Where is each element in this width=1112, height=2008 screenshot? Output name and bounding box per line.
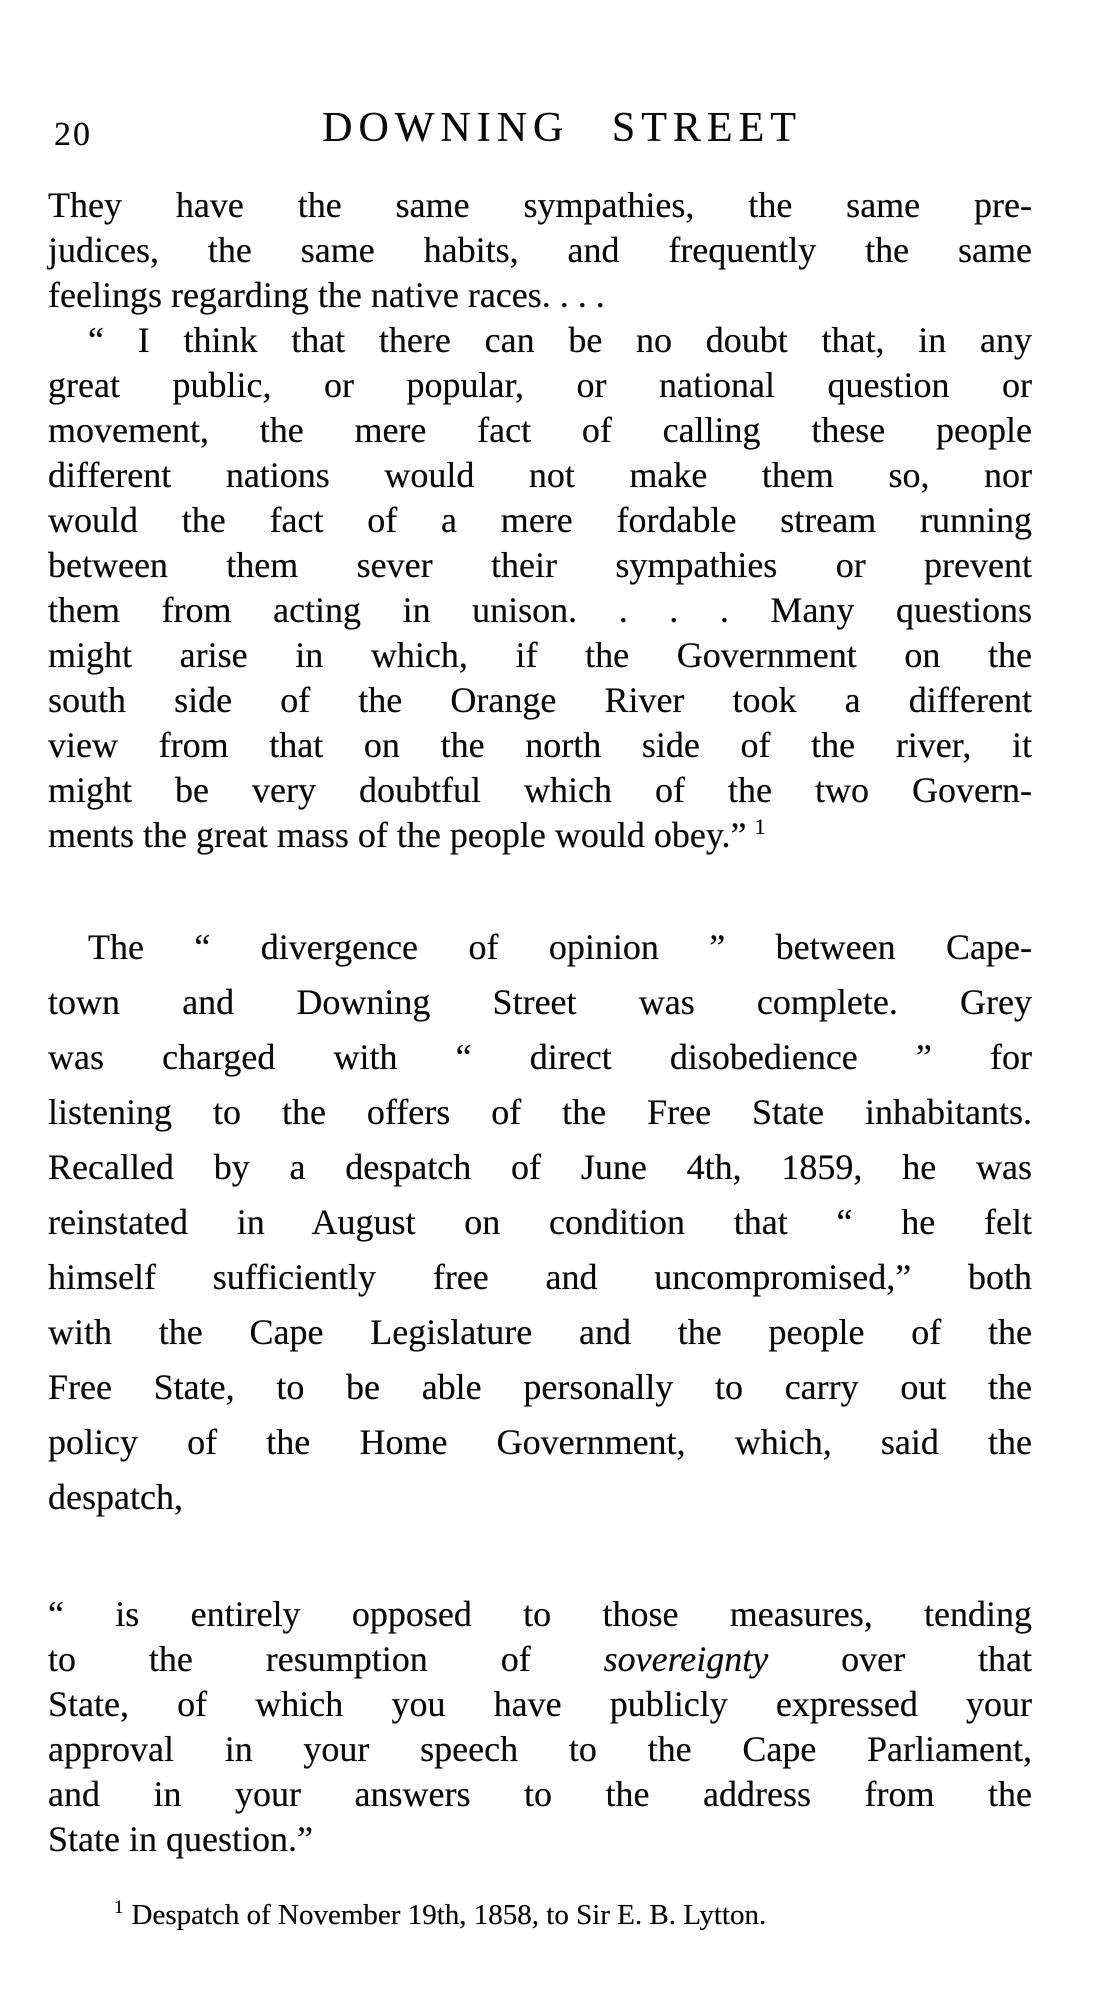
- text-line: was charged with “ direct disobedience ” for: [48, 1037, 1032, 1077]
- text-line: approval in your speech to the Cape Parliament,: [48, 1729, 1032, 1769]
- text-segment: over that: [768, 1639, 1032, 1679]
- text-line: “ I think that there can be no doubt that, in any: [88, 320, 1032, 360]
- text-line: State, of which you have publicly expressed your: [48, 1684, 1032, 1724]
- text-line: himself sufficiently free and uncompromised,” both: [48, 1257, 1032, 1297]
- text-line: [48, 1637, 1032, 1682]
- text-line: and in your answers to the address from the: [48, 1774, 1032, 1814]
- paragraph-one: [48, 183, 1032, 858]
- text-line: town and Downing Street was complete. Grey: [48, 982, 1032, 1022]
- text-line: between them sever their sympathies or prevent: [48, 545, 1032, 585]
- text-line: judices, the same habits, and frequently the same: [48, 230, 1032, 270]
- footnote-marker: 1: [114, 1897, 124, 1919]
- footnote-text: Despatch of November 19th, 1858, to Sir E. B. Lytton.: [131, 1899, 767, 1931]
- text-segment: ments the great mass of the people would obey.”: [48, 815, 747, 855]
- text-line: policy of the Home Government, which, said the: [48, 1422, 1032, 1462]
- paragraph-two: [48, 920, 1032, 1525]
- italic-word: sovereignty: [603, 1639, 769, 1679]
- text-line: [48, 813, 1032, 858]
- text-line: feelings regarding the native races. . . .: [48, 275, 605, 315]
- text-line: reinstated in August on condition that “ he felt: [48, 1202, 1032, 1242]
- text-line: State in question.”: [48, 1819, 313, 1859]
- page-number: 20: [54, 116, 92, 153]
- text-line: them from acting in unison. . . . Many questions: [48, 590, 1032, 630]
- text-segment: to the resumption of: [48, 1639, 604, 1679]
- text-line: Recalled by a despatch of June 4th, 1859, he was: [48, 1147, 1032, 1187]
- footnote-reference: 1: [754, 814, 766, 839]
- text-line: would the fact of a mere fordable stream running: [48, 500, 1032, 540]
- text-line: view from that on the north side of the river, it: [48, 725, 1032, 765]
- block-quote: [48, 1592, 1032, 1862]
- text-line: “ is entirely opposed to those measures, tending: [48, 1594, 1032, 1634]
- text-line: despatch,: [48, 1477, 183, 1517]
- text-line: might arise in which, if the Government on the: [48, 635, 1032, 675]
- text-line: south side of the Orange River took a different: [48, 680, 1032, 720]
- running-title: DOWNING STREET: [322, 105, 802, 151]
- text-line: movement, the mere fact of calling these people: [48, 410, 1032, 450]
- text-line: different nations would not make them so, nor: [48, 455, 1032, 495]
- text-line: The “ divergence of opinion ” between Cape-: [88, 927, 1032, 967]
- page-header: [48, 104, 1032, 162]
- text-line: with the Cape Legislature and the people of the: [48, 1312, 1032, 1352]
- text-line: listening to the offers of the Free State inhabitants.: [48, 1092, 1032, 1132]
- text-line: They have the same sympathies, the same pre-: [48, 185, 1032, 225]
- text-line: might be very doubtful which of the two Govern-: [48, 770, 1032, 810]
- footnote: [48, 1896, 1098, 1934]
- text-line: Free State, to be able personally to carry out the: [48, 1367, 1032, 1407]
- text-line: great public, or popular, or national question or: [48, 365, 1032, 405]
